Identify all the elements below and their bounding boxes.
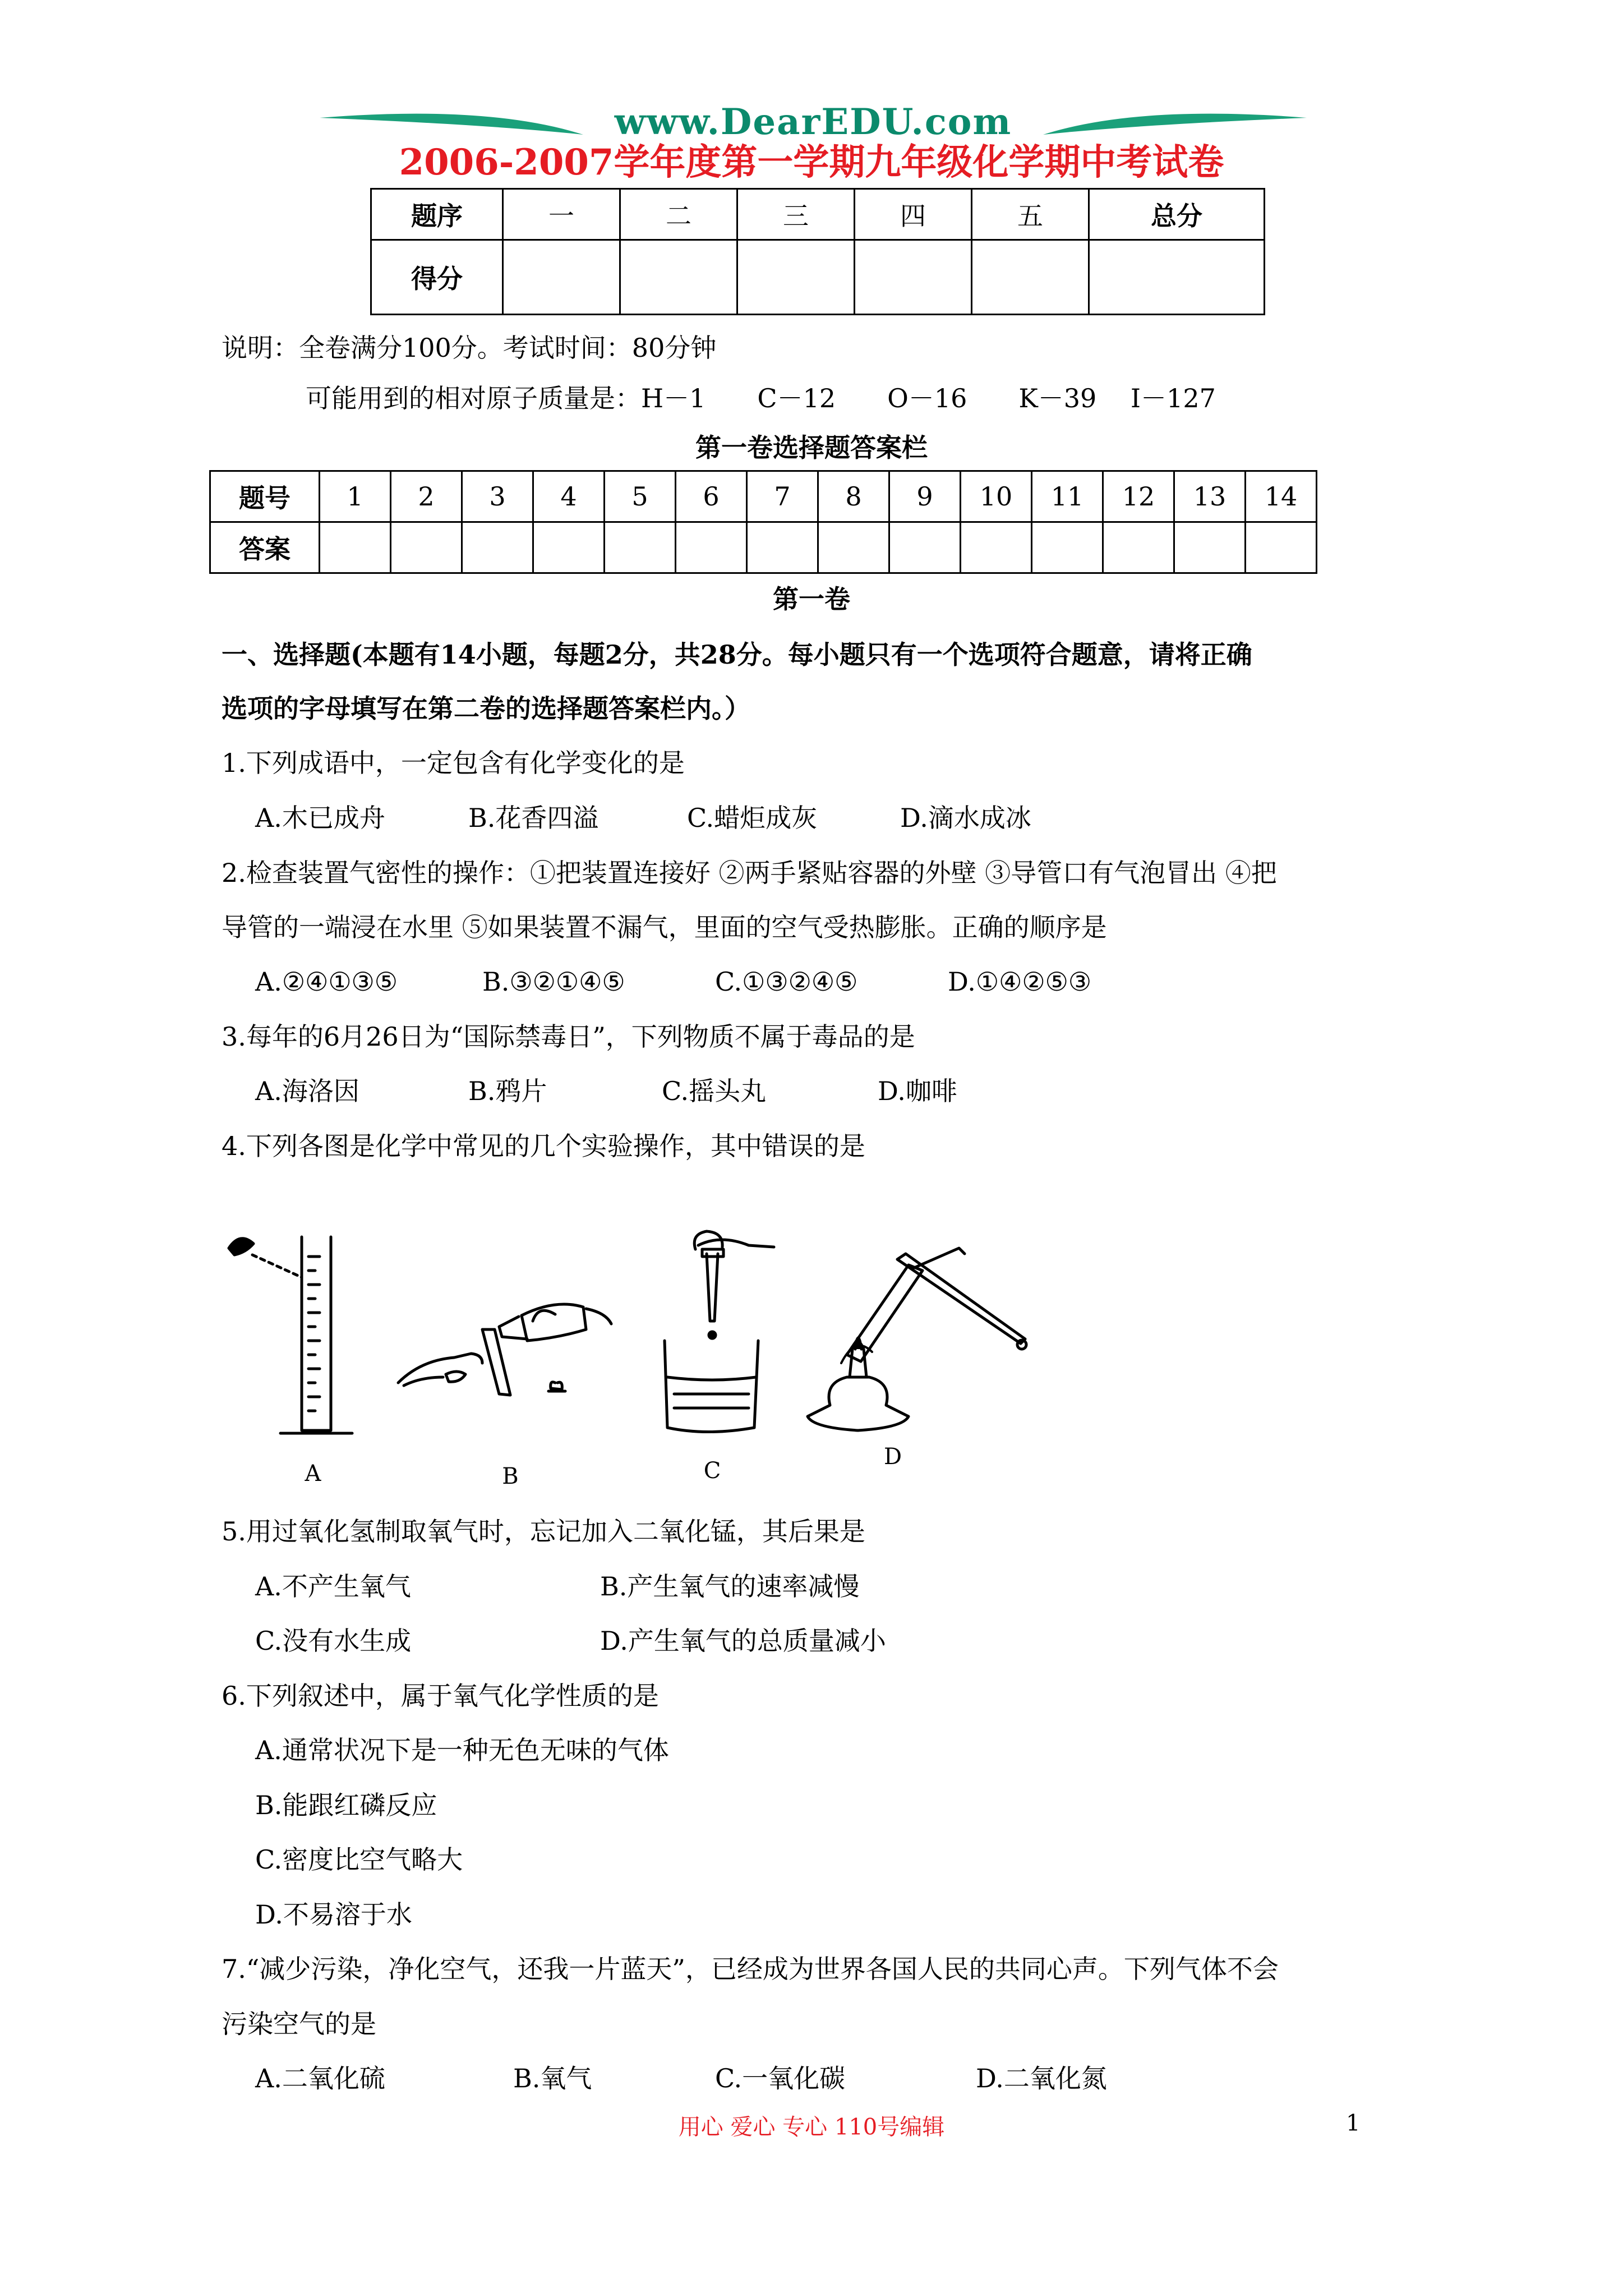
question-number-cell: 9 [889,471,961,522]
figure-label-a: A [305,1461,321,1487]
reagent-bottle-pour-icon [398,1304,611,1395]
score-header-cell: 二 [620,189,737,240]
question-number-cell: 1 [320,471,391,522]
question-5-option-b: B.产生氧气的速率减慢 [600,1571,860,1602]
score-cell[interactable] [620,240,737,315]
answer-table-answer-row [210,522,1317,573]
question-7-option-b: B.氧气 [513,2063,592,2093]
question-1-option-c: C.蜡炬成灰 [687,803,818,833]
question-number-cell: 2 [391,471,462,522]
question-3-stem: 3.每年的6月26日为“国际禁毒日”，下列物质不属于毒品的是 [222,1022,915,1052]
exam-title: 2006-2007学年度第一学期九年级化学期中考试卷 [399,141,1224,183]
lab-operations-figure [219,1214,1071,1489]
question-6-stem: 6.下列叙述中，属于氧气化学性质的是 [222,1681,659,1711]
footer-text: 用心 爱心 专心 110号编辑 [678,2114,945,2140]
answer-cell[interactable] [1174,522,1246,573]
answer-cell[interactable] [1103,522,1174,573]
section-heading-line-2: 选项的字母填写在第二卷的选择题答案栏内。） [222,693,750,724]
answer-cell[interactable] [462,522,533,573]
question-5-option-a: A.不产生氧气 [255,1571,411,1602]
question-7-stem-line-2: 污染空气的是 [222,2009,376,2039]
question-2-option-a: A.②④①③⑤ [255,967,398,997]
score-table [370,188,1265,315]
score-header-cell: 四 [855,189,972,240]
answer-cell[interactable] [605,522,676,573]
answer-cell[interactable] [676,522,747,573]
question-7-stem-line-1: 7.“减少污染，净化空气，还我一片蓝天”，已经成为世界各国人民的共同心声。下列气体不会 [222,1954,1279,1984]
graduated-cylinder-icon [229,1237,352,1433]
alcohol-lamp-heating-icon [808,1248,1026,1430]
question-7-option-a: A.二氧化硫 [255,2063,385,2093]
question-6-option-b: B.能跟红磷反应 [255,1790,437,1820]
question-number-cell: 11 [1032,471,1103,522]
answer-row-label: 答案 [210,522,320,573]
question-2-option-c: C.①③②④⑤ [715,967,858,997]
answer-row-label: 题号 [210,471,320,522]
question-7-option-d: D.二氧化氮 [976,2063,1107,2093]
question-number-cell: 13 [1174,471,1246,522]
question-number-cell: 4 [533,471,605,522]
part1-title: 第一卷 [773,584,850,614]
score-header-cell: 三 [737,189,855,240]
score-cell[interactable] [737,240,855,315]
answer-table [209,470,1317,574]
page-number: 1 [1346,2110,1361,2136]
question-3-option-d: D.咖啡 [878,1076,957,1106]
answer-cell[interactable] [818,522,889,573]
answer-cell[interactable] [1246,522,1317,573]
question-5-option-d: D.产生氧气的总质量减小 [600,1626,886,1656]
question-1-stem: 1.下列成语中，一定包含有化学变化的是 [222,748,685,778]
score-table-header-row [371,189,1265,240]
question-number-cell: 14 [1246,471,1317,522]
answer-table-number-row [210,471,1317,522]
question-1-option-d: D.滴水成冰 [900,803,1031,833]
answer-cell[interactable] [320,522,391,573]
question-2-stem-line-1: 2.检查装置气密性的操作：①把装置连接好 ②两手紧贴容器的外壁 ③导管口有气泡冒出 ④把 [222,858,1277,888]
question-1-option-b: B.花香四溢 [468,803,599,833]
score-header-cell: 五 [972,189,1089,240]
answer-cell[interactable] [533,522,605,573]
dropper-beaker-icon [665,1231,774,1432]
question-4-stem: 4.下列各图是化学中常见的几个实验操作，其中错误的是 [222,1131,865,1161]
question-3-option-c: C.摇头丸 [662,1076,767,1106]
score-header-cell: 题序 [371,189,503,240]
site-url: www.DearEDU.com [614,101,1012,143]
figure-label-d: D [883,1444,902,1470]
question-6-option-d: D.不易溶于水 [255,1899,412,1930]
question-number-cell: 3 [462,471,533,522]
figure-label-c: C [703,1458,721,1484]
section-heading-line-1: 一、选择题(本题有14小题，每题2分，共28分。每小题只有一个选项符合题意，请将正确 [222,639,1252,670]
answer-section-title: 第一卷选择题答案栏 [695,432,928,463]
question-1-option-a: A.木已成舟 [255,803,385,833]
question-5-option-c: C.没有水生成 [255,1626,412,1656]
question-number-cell: 8 [818,471,889,522]
question-number-cell: 7 [747,471,818,522]
score-cell[interactable] [972,240,1089,315]
instructions-line-2: 可能用到的相对原子质量是：H－1 C－12 O－16 K－39 I－127 [306,383,1216,413]
score-cell[interactable] [855,240,972,315]
score-header-cell: 总分 [1089,189,1265,240]
question-6-option-a: A.通常状况下是一种无色无味的气体 [255,1735,669,1765]
score-cell[interactable] [1089,240,1265,315]
answer-cell[interactable] [961,522,1032,573]
question-6-option-c: C.密度比空气略大 [255,1844,463,1875]
answer-cell[interactable] [747,522,818,573]
question-number-cell: 10 [961,471,1032,522]
question-2-option-d: D.①④②⑤③ [948,967,1092,997]
lab-operations-illustration [219,1214,1071,1489]
score-table-value-row [371,240,1265,315]
question-2-option-b: B.③②①④⑤ [482,967,625,997]
question-5-stem: 5.用过氧化氢制取氧气时，忘记加入二氧化锰，其后果是 [222,1516,865,1547]
answer-cell[interactable] [889,522,961,573]
instructions-line-1: 说明：全卷满分100分。考试时间：80分钟 [222,333,717,363]
figure-label-b: B [502,1464,519,1489]
question-number-cell: 5 [605,471,676,522]
question-number-cell: 6 [676,471,747,522]
score-cell[interactable] [503,240,620,315]
question-3-option-a: A.海洛因 [255,1076,359,1106]
question-7-option-c: C.一氧化碳 [715,2063,846,2093]
question-number-cell: 12 [1103,471,1174,522]
answer-cell[interactable] [1032,522,1103,573]
score-row-label: 得分 [371,240,503,315]
answer-cell[interactable] [391,522,462,573]
question-2-stem-line-2: 导管的一端浸在水里 ⑤如果装置不漏气，里面的空气受热膨胀。正确的顺序是 [222,912,1107,942]
score-header-cell: 一 [503,189,620,240]
question-3-option-b: B.鸦片 [468,1076,547,1106]
